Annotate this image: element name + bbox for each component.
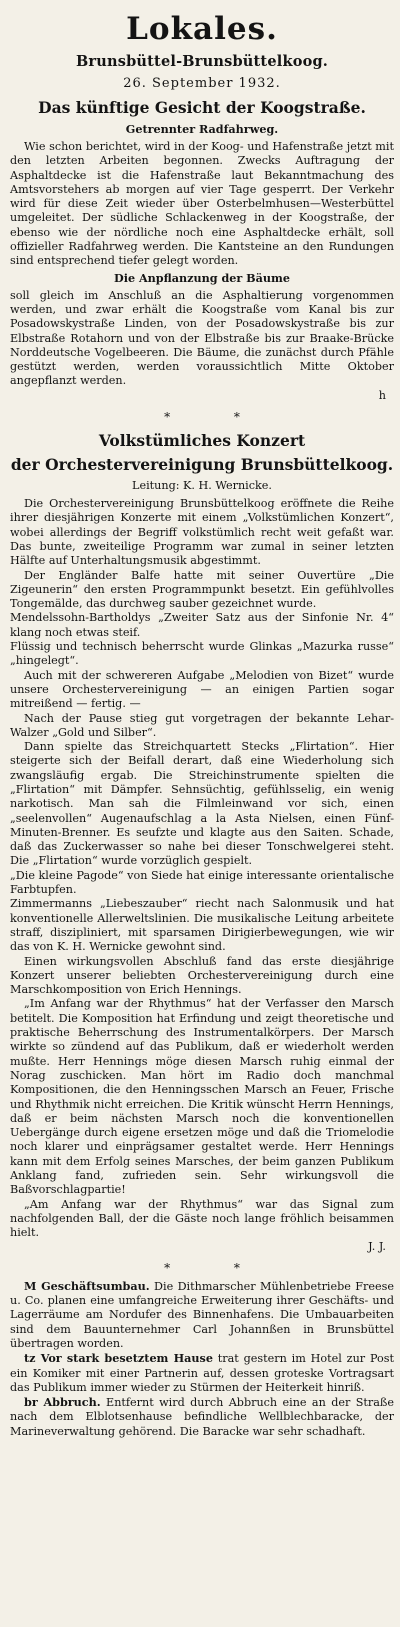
notice-lead: tz Vor stark besetztem Hause — [24, 1351, 213, 1366]
article-paragraph: „Die kleine Pagode“ von Siede hat einige interessante orientalische Farbtupfen. — [10, 868, 394, 897]
local-notices — [10, 1279, 394, 1439]
notice-text: Entfernt wird durch Abbruch eine an der Straße nach dem Elblotsenhause befindliche Wellblechbaracke, der Marineverwaltung gehörend. Die Baracke war sehr schadhaft. — [10, 1396, 394, 1438]
section-masthead: Lokales. — [126, 11, 278, 47]
article-paragraph: Der Engländer Balfe hatte mit seiner Ouvertüre „Die Zigeunerin“ den ersten Programmpunkt besetzt. Ein gefühlvolles Tongemälde, das durchweg sauber gezeichnet wurde. — [10, 568, 394, 611]
article-byline: Leitung: K. H. Wernicke. — [132, 479, 272, 493]
article-paragraph: Wie schon berichtet, wird in der Koog- und Hafenstraße jetzt mit den letzten Arbeiten begonnen. Zwecks Auftragung der Asphaltdecke ist die Hafenstraße laut Bekanntmachung des Amtsvorstehers ab morgen auf vier Tage gesperrt. Der Verkehr wird für diese Zeit wieder über Osterbelmhusen—Westerbüttel umgeleitet. Der südliche Schlackenweg in der Koogstraße, der ebenso wie der nördliche noch eine Asphaltdecke erhält, soll offizieller Radfahrweg werden. Die Kantsteine an den Rundungen sind entsprechend tiefer gelegt worden. — [10, 140, 394, 268]
article-paragraph: Einen wirkungsvollen Abschluß fand das erste diesjährige Konzert unserer beliebten Orchestervereinigung durch eine Marschkomposition von Erich Hennings. — [10, 954, 394, 997]
notice-lead: M Geschäftsumbau. — [24, 1278, 150, 1293]
article-body — [10, 140, 394, 269]
article-paragraph: „Im Anfang war der Rhythmus“ hat der Verfasser den Marsch betitelt. Die Komposition hat Erfindung und zeigt theoretische und praktische Beherrschung des Instrumentalkörpers. Der Marsch wirkte so zündend auf das Publikum, daß er wiederholt werden mußte. Herr Hennings möge diesen Marsch ruhig einmal der Norag zuschicken. Man hört im Radio doch manchmal Kompositionen, die den Henningsschen Marsch an Feuer, Frische und Rhythmik nicht erreichen. Die Kritik wünscht Herrn Hennings, daß er beim nächsten Marsch noch die konventionellen Uebergänge durch eigene ersetzen möge und daß die Triomelodie noch klarer und einprägsamer gestaltet werde. Herr Hennings kann mit dem Erfolg seines Marsches, der beim ganzen Publikum Anklang fand, zufrieden sein. Sehr wirkungsvoll die Baßvorschlagpartie! — [10, 997, 394, 1197]
notice-text: Die Dithmarscher Mühlenbetriebe Freese u. Co. planen eine umfangreiche Erweiterung ihrer Geschäfts- und Lagerräume am Nordufer des Binnenhafens. Die Umbauarbeiten sind dem Bauunternehmer Carl Johannßen in Brunsbüttel übertragen worden. — [10, 1279, 395, 1350]
article-paragraph: Flüssig und technisch beherrscht wurde Glinkas „Mazurka russe“ „hingelegt“. — [10, 640, 394, 668]
article-headline-line2: der Orchestervereinigung Brunsbüttelkoog. — [10, 455, 394, 475]
article-subhead: Getrennter Radfahrweg. — [125, 122, 279, 136]
notice-item — [10, 1351, 394, 1395]
section-separator: * * — [164, 410, 270, 425]
article-paragraph: Zimmermanns „Liebeszauber“ riecht nach Salonmusik und hat konventionelle Allerweltslinien. Die musikalische Leitung arbeitete straff, diszipliniert, mit sparsamen Dirigierbewegungen, wie wir das von K. H. Wernicke gewohnt sind. — [10, 897, 394, 954]
notice-text: trat gestern im Hotel zur Post ein Komiker mit einer Partnerin auf, dessen groteske Vortragsart das Publikum immer wieder zu Stürmen der Heiterkeit hinriß. — [10, 1352, 395, 1394]
article-subhead-trees: Die Anpflanzung der Bäume — [114, 270, 290, 285]
article-paragraph: „Am Anfang war der Rhythmus“ war das Signal zum nachfolgenden Ball, der die Gäste noch lange fröhlich beisammen hielt. — [10, 1197, 394, 1240]
article-headline-line1: Volkstümliches Konzert — [98, 431, 306, 451]
article-headline: Das künftige Gesicht der Koogstraße. — [38, 98, 366, 117]
article-koogstrasse — [10, 97, 394, 403]
section-separator: * * — [164, 1260, 270, 1275]
dateline-place: Brunsbüttel-Brunsbüttelkoog. — [75, 53, 329, 70]
notice-item — [10, 1279, 394, 1351]
notice-item — [10, 1395, 394, 1439]
article-paragraph: Die Orchestervereinigung Brunsbüttelkoog eröffnete die Reihe ihrer diesjährigen Konzerte mit einem „Volkstümlichen Konzert“, wobei allerdings der Begriff volkstümlich recht weit gefaßt war. Das bunte, zweiteilige Programm war zumal in seiner letzten Hälfte auf Unterhaltungsmusik abgestimmt. — [10, 497, 394, 568]
article-signature: J. J. — [368, 1240, 386, 1254]
article-body-trees — [10, 289, 394, 389]
article-paragraph: Auch mit der schwereren Aufgabe „Melodien von Bizet“ wurde unsere Orchestervereinigung — an einigen Partien sogar mitreißend — fertig. — — [10, 668, 394, 711]
article-signature: h — [378, 388, 386, 402]
notice-lead: br Abbruch. — [24, 1395, 101, 1410]
article-paragraph: Mendelssohn-Bartholdys „Zweiter Satz aus der Sinfonie Nr. 4“ klang noch etwas steif. — [10, 611, 394, 639]
article-body — [10, 497, 394, 1240]
article-paragraph: Nach der Pause stieg gut vorgetragen der bekannte Lehar-Walzer „Gold und Silber“. — [10, 711, 394, 739]
article-paragraph: soll gleich im Anschluß an die Asphaltierung vorgenommen werden, und zwar erhält die Koogstraße vom Kanal bis zur Posadowskystraße Linden, von der Posadowskystraße bis zur Elbstraße Rotahorn und von der Elbstraße bis zur Braake-Brücke Norddeutsche Vogelbeeren. Die Bäume, die zunächst durch Pfähle gestützt werden, werden voraussichtlich Mitte Oktober angepflanzt werden. — [10, 288, 394, 388]
article-paragraph: Dann spielte das Streichquartett Stecks „Flirtation“. Hier steigerte sich der Beifall derart, daß eine Wiederholung sich zwangsläufig ergab. Die Streichinstrumente spielten die „Flirtation“ mit Dämpfer. Sehnsüchtig, gefühlsselig, ein wenig narkotisch. Man sah die Filmleinwand vor sich, einen „seelenvollen“ Augenaufschlag a la Asta Nielsen, einen Fünf-Minuten-Brenner. Es seufzte und klagte aus den Saiten. Schade, daß das Zuckerwasser so nahe bei dieser Tonschwelgerei steht. Die „Flirtation“ wurde vorzüglich gespielt. — [10, 740, 394, 868]
article-konzert — [10, 430, 394, 1255]
dateline-date: 26. September 1932. — [123, 76, 281, 91]
